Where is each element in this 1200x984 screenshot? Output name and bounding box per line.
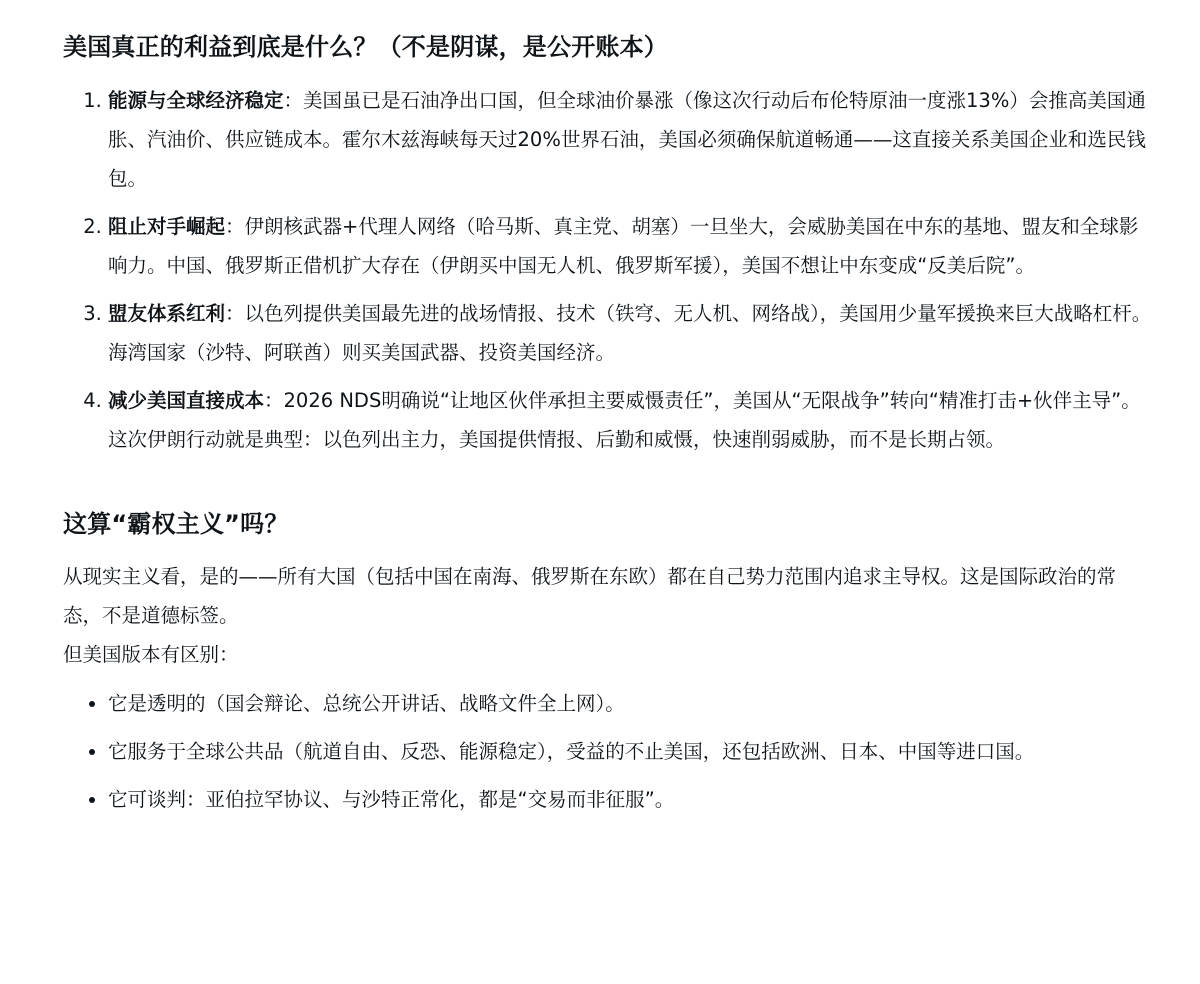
list-item: • 它是透明的（国会辩论、总统公开讲话、战略文件全上网）。 bbox=[108, 684, 1152, 723]
item-term: 盟友体系红利 bbox=[108, 302, 226, 325]
interests-list bbox=[63, 81, 1152, 459]
item-text: ：以色列提供美国最先进的战场情报、技术（铁穹、无人机、网络战），美国用少量军援换来巨大战略杠杆。海湾国家（沙特、阿联酋）则买美国武器、投资美国经济。 bbox=[108, 302, 1152, 364]
item-term: 能源与全球经济稳定 bbox=[108, 89, 284, 112]
section-title-hegemony: 这算“霸权主义”吗？ bbox=[63, 510, 289, 538]
differences-list bbox=[63, 684, 1152, 819]
list-item: • 它可谈判：亚伯拉罕协议、与沙特正常化，都是“交易而非征服”。 bbox=[108, 780, 1152, 819]
list-item bbox=[108, 81, 1152, 198]
realism-paragraph: 从现实主义看，是的——所有大国（包括中国在南海、俄罗斯在东欧）都在自己势力范围内追求主导权。这是国际政治的常态，不是道德标签。 bbox=[63, 565, 1117, 627]
difference-intro: 但美国版本有区别： bbox=[63, 643, 239, 666]
item-term: 减少美国直接成本 bbox=[108, 389, 265, 412]
item-text: ：美国虽已是石油净出口国，但全球油价暴涨（像这次行动后布伦特原油一度涨13%）会推高美国通胀、汽油价、供应链成本。霍尔木兹海峡每天过20%世界石油，美国必须确保航道畅通——这直接关系美国企业和选民钱包。 bbox=[108, 89, 1146, 190]
list-item bbox=[108, 381, 1152, 459]
section-title-real-interests: 美国真正的利益到底是什么？（不是阴谋，是公开账本） bbox=[63, 33, 668, 61]
item-text: ：伊朗核武器+代理人网络（哈马斯、真主党、胡塞）一旦坐大，会威胁美国在中东的基地、盟友和全球影响力。中国、俄罗斯正借机扩大存在（伊朗买中国无人机、俄罗斯军援），美国不想让中东变成“反美后院”。 bbox=[108, 215, 1139, 277]
list-item: • 它服务于全球公共品（航道自由、反恐、能源稳定），受益的不止美国，还包括欧洲、日本、中国等进口国。 bbox=[108, 732, 1152, 771]
item-term: 阻止对手崛起 bbox=[108, 215, 226, 238]
list-item bbox=[108, 207, 1152, 285]
list-item bbox=[108, 294, 1152, 372]
item-text: ：2026 NDS明确说“让地区伙伴承担主要威慑责任”，美国从“无限战争”转向“精准打击+伙伴主导”。这次伊朗行动就是典型：以色列出主力，美国提供情报、后勤和威慑，快速削弱威胁，而不是长期占领。 bbox=[108, 389, 1141, 451]
